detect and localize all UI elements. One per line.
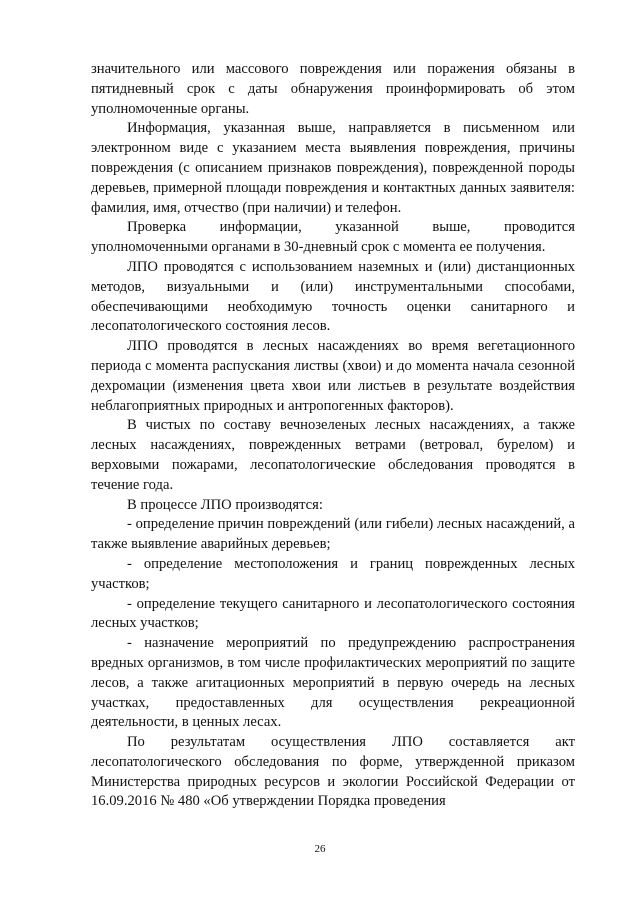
list-item: - назначение мероприятий по предупреждению распространения вредных организмов, в том числе профилактических мероприятий по защите лесов, а также агитационных мероприятий в первую очередь на лесных участках, предоставленных для осуществления рекреационной деятельности, в ценных лесах.	[91, 635, 575, 731]
paragraph: Информация, указанная выше, направляется в письменном или электронном виде с указанием места выявления повреждения, причины повреждения (с описанием признаков повреждения), поврежденной породы деревьев, примерной площади повреждения и контактных данных заявителя: фамилия, имя, отчество (при наличии) и телефон.	[91, 120, 575, 216]
list-item: - определение текущего санитарного и лесопатологического состояния лесных участков;	[91, 595, 575, 632]
document-body	[91, 60, 575, 812]
paragraph: По результатам осуществления ЛПО составляется акт лесопатологического обследования по форме, утвержденной приказом Министерства природных ресурсов и экологии Российской Федерации от 16.09.2016 № 480 «Об утверждении Порядка проведения	[91, 734, 575, 810]
paragraph: Проверка информации, указанной выше, проводится уполномоченными органами в 30-дневный срок с момента ее получения.	[91, 219, 575, 256]
paragraph: В процессе ЛПО производятся:	[127, 496, 323, 513]
page-number: 26	[314, 843, 326, 855]
paragraph: значительного или массового повреждения или поражения обязаны в пятидневный срок с даты обнаружения проинформировать об этом уполномоченные органы.	[91, 61, 575, 117]
list-item: - определение местоположения и границ поврежденных лесных участков;	[91, 555, 575, 592]
paragraph: ЛПО проводятся в лесных насаждениях во время вегетационного периода с момента распускания листвы (хвои) и до момента начала сезонной дехромации (изменения цвета хвои или листьев в результате воздействия неблагоприятных природных и антропогенных факторов).	[91, 338, 575, 414]
paragraph: В чистых по составу вечнозеленых лесных насаждениях, а также лесных насаждениях, поврежденных ветрами (ветровал, бурелом) и верховыми пожарами, лесопатологические обследования проводятся в течение года.	[91, 417, 575, 493]
list-item: - определение причин повреждений (или гибели) лесных насаждений, а также выявление аварийных деревьев;	[91, 516, 575, 553]
paragraph: ЛПО проводятся с использованием наземных и (или) дистанционных методов, визуальными и (или) инструментальными способами, обеспечивающими необходимую точность оценки санитарного и лесопатологического состояния лесов.	[91, 258, 575, 335]
